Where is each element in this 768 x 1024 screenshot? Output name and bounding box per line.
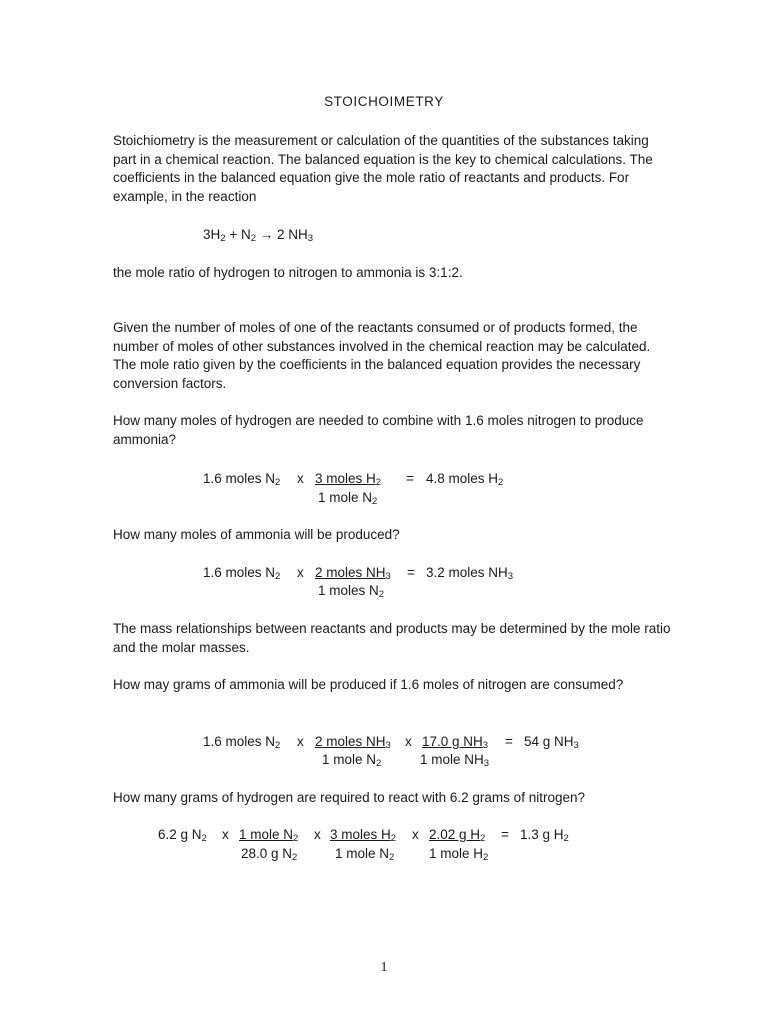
- question-4: How many grams of hydrogen are required to react with 6.2 grams of nitrogen?: [113, 790, 585, 805]
- given-paragraph: Given the number of moles of one of the reactants consumed or of products formed, the number of moles of other substances involved in the chemical reaction may be calculated. The mole ratio given by the coefficients in the balanced equation provides the necessary conversion factors.: [113, 320, 651, 391]
- mole-ratio-text: the mole ratio of hydrogen to nitrogen to ammonia is 3:1:2.: [113, 265, 463, 280]
- question-3: How may grams of ammonia will be produced if 1.6 moles of nitrogen are consumed?: [113, 677, 624, 692]
- page-title: STOICHOIMETRY: [324, 94, 444, 109]
- question-2: How many moles of ammonia will be produced?: [113, 527, 400, 542]
- intro-paragraph: Stoichiometry is the measurement or calculation of the quantities of the substances taking part in a chemical reaction. The balanced equation is the key to chemical calculations. The coefficients in the balanced equation give the mole ratio of reactants and products. For example, in the reaction: [113, 133, 653, 204]
- question-1: How many moles of hydrogen are needed to combine with 1.6 moles nitrogen to produce ammonia?: [113, 413, 644, 447]
- reaction-equation: $3H_2 + N_2 \to 2$ $NH_3$: [203, 227, 314, 244]
- mass-relationship-paragraph: The mass relationships between reactants and products may be determined by the mole ratio and the molar masses.: [113, 621, 671, 655]
- page-number: 1: [380, 960, 388, 975]
